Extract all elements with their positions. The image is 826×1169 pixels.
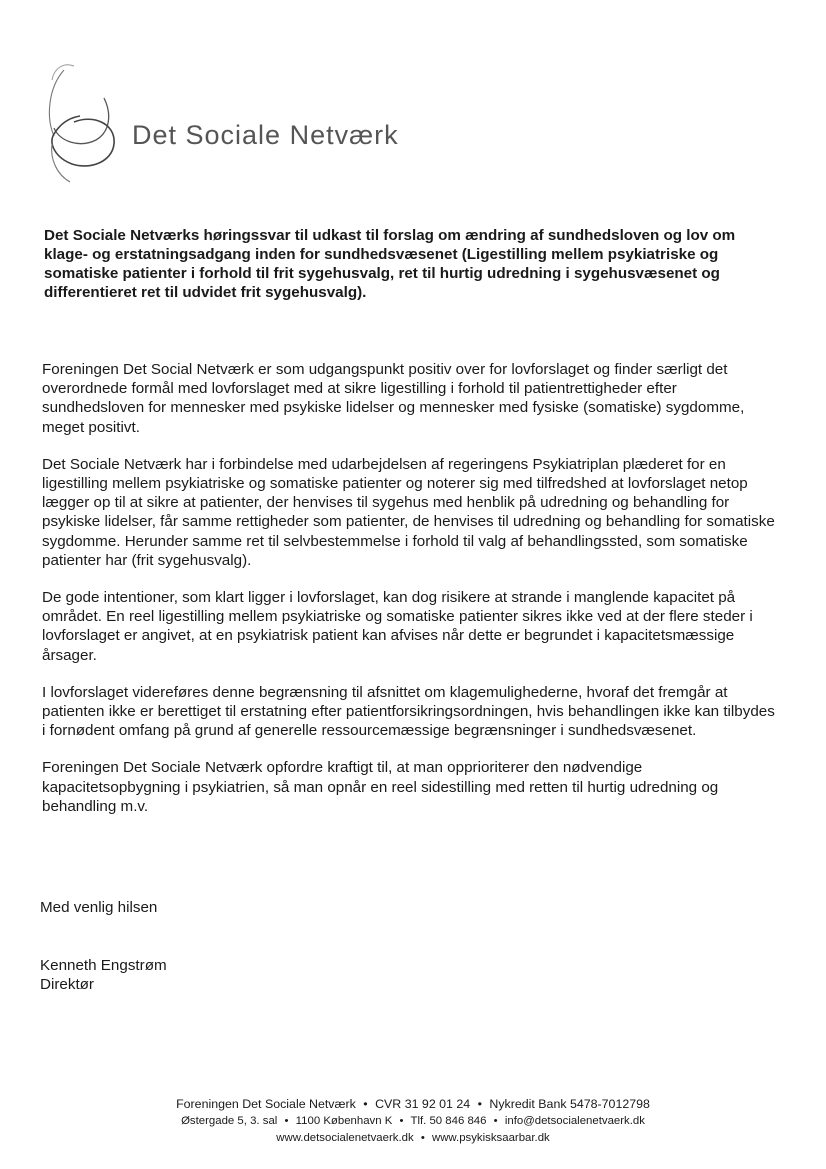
footer-line-websites <box>0 1130 826 1147</box>
closing-phrase: Med venlig hilsen <box>40 899 158 916</box>
footer-cvr: CVR 31 92 01 24 <box>375 1097 471 1111</box>
footer-org-name: Foreningen Det Sociale Netværk <box>176 1097 356 1111</box>
footer-website-link[interactable]: www.psykisksaarbar.dk <box>431 1132 550 1144</box>
bullet-separator: • <box>284 1115 289 1127</box>
paragraph: I lovforslaget videreføres denne begrænsning til afsnittet om klagemulighederne, hvoraf det fremgår at patienten ikke er berettiget til erstatning efter patientforsikringsordningen, hvis behandlingen ikke kan tilbydes i fornødent omfang på grund af generelle ressourcemæssige begrænsninger i sundhedsvæsenet. <box>42 683 775 740</box>
bullet-separator: • <box>477 1097 482 1111</box>
footer-phone: Tlf. 50 846 846 <box>410 1115 487 1127</box>
paragraph: Foreningen Det Sociale Netværk opfordre kraftigt til, at man opprioriterer den nødvendige kapacitetsopbygning i psykiatrien, så man opnår en reel sidestilling med retten til hurtig udredning og behandling m.v. <box>42 759 719 815</box>
paragraph: Det Sociale Netværk har i forbindelse med udarbejdelsen af regeringens Psykiatriplan plæderet for en ligestilling mellem psykiatriske og somatiske patienter og noterer sig med tilfredshed at lovforslaget netop lægger op til at sikre at patienter, der henvises til sygehus med henblik på udredning og behandling for psykiske lidelser, får samme rettigheder som patienter, de henvises til udredning og behandling for somatiske sygdomme. Herunder samme ret til selvbestemmelse i forhold til valg af behandlingssted, som somatiske patienter har (frit sygehusvalg). <box>42 455 775 569</box>
footer-line-address <box>0 1113 826 1130</box>
page-footer <box>0 1096 826 1147</box>
signer-name: Kenneth Engstrøm <box>40 957 167 974</box>
bullet-separator: • <box>420 1132 425 1144</box>
logo-wordmark: Det Sociale Netværk <box>132 120 399 150</box>
bullet-separator: • <box>363 1097 368 1111</box>
letter-body <box>42 360 782 834</box>
document-heading: Det Sociale Netværks høringssvar til udkast til forslag om ændring af sundhedsloven og lov om klage- og erstatningsadgang inden for sundhedsvæsenet (Ligestilling mellem psykiatriske og somatiske patienter i forhold til frit sygehusvalg, ret til hurtig udredning i sygehusvæsenet og differentieret ret til udvidet frit sygehusvalg). <box>44 227 736 301</box>
paragraph: Foreningen Det Social Netværk er som udgangspunkt positiv over for lovforslaget og finder særligt det overordnede formål med lovforslaget med at sikre ligestilling i forhold til patientrettigheder efter sundhedsloven for mennesker med psykiske lidelser og mennesker med fysiske (somatiske) sygdomme, meget positivt. <box>42 361 745 436</box>
paragraph: De gode intentioner, som klart ligger i lovforslaget, kan dog risikere at strande i manglende kapacitet på området. En reel ligestilling mellem psykiatriske og somatiske patienter sikres ikke ved at der flere steder i lovforslaget er angivet, at en psykiatrisk patient kan afvises når dette er begrundet i kapacitetsmæssige årsager. <box>42 589 753 664</box>
logo-rings-icon <box>44 58 134 198</box>
footer-line-organization <box>0 1096 826 1113</box>
organization-logo <box>44 58 424 198</box>
bullet-separator: • <box>493 1115 498 1127</box>
bullet-separator: • <box>399 1115 404 1127</box>
footer-street: Østergade 5, 3. sal <box>181 1115 278 1127</box>
footer-email-link[interactable]: info@detsocialenetvaerk.dk <box>504 1115 645 1127</box>
footer-bank: Nykredit Bank 5478-7012798 <box>489 1097 650 1111</box>
footer-city: 1100 København K <box>295 1115 393 1127</box>
footer-website-link[interactable]: www.detsocialenetvaerk.dk <box>276 1132 414 1144</box>
signature-block <box>40 956 167 994</box>
signer-title: Direktør <box>40 976 94 993</box>
